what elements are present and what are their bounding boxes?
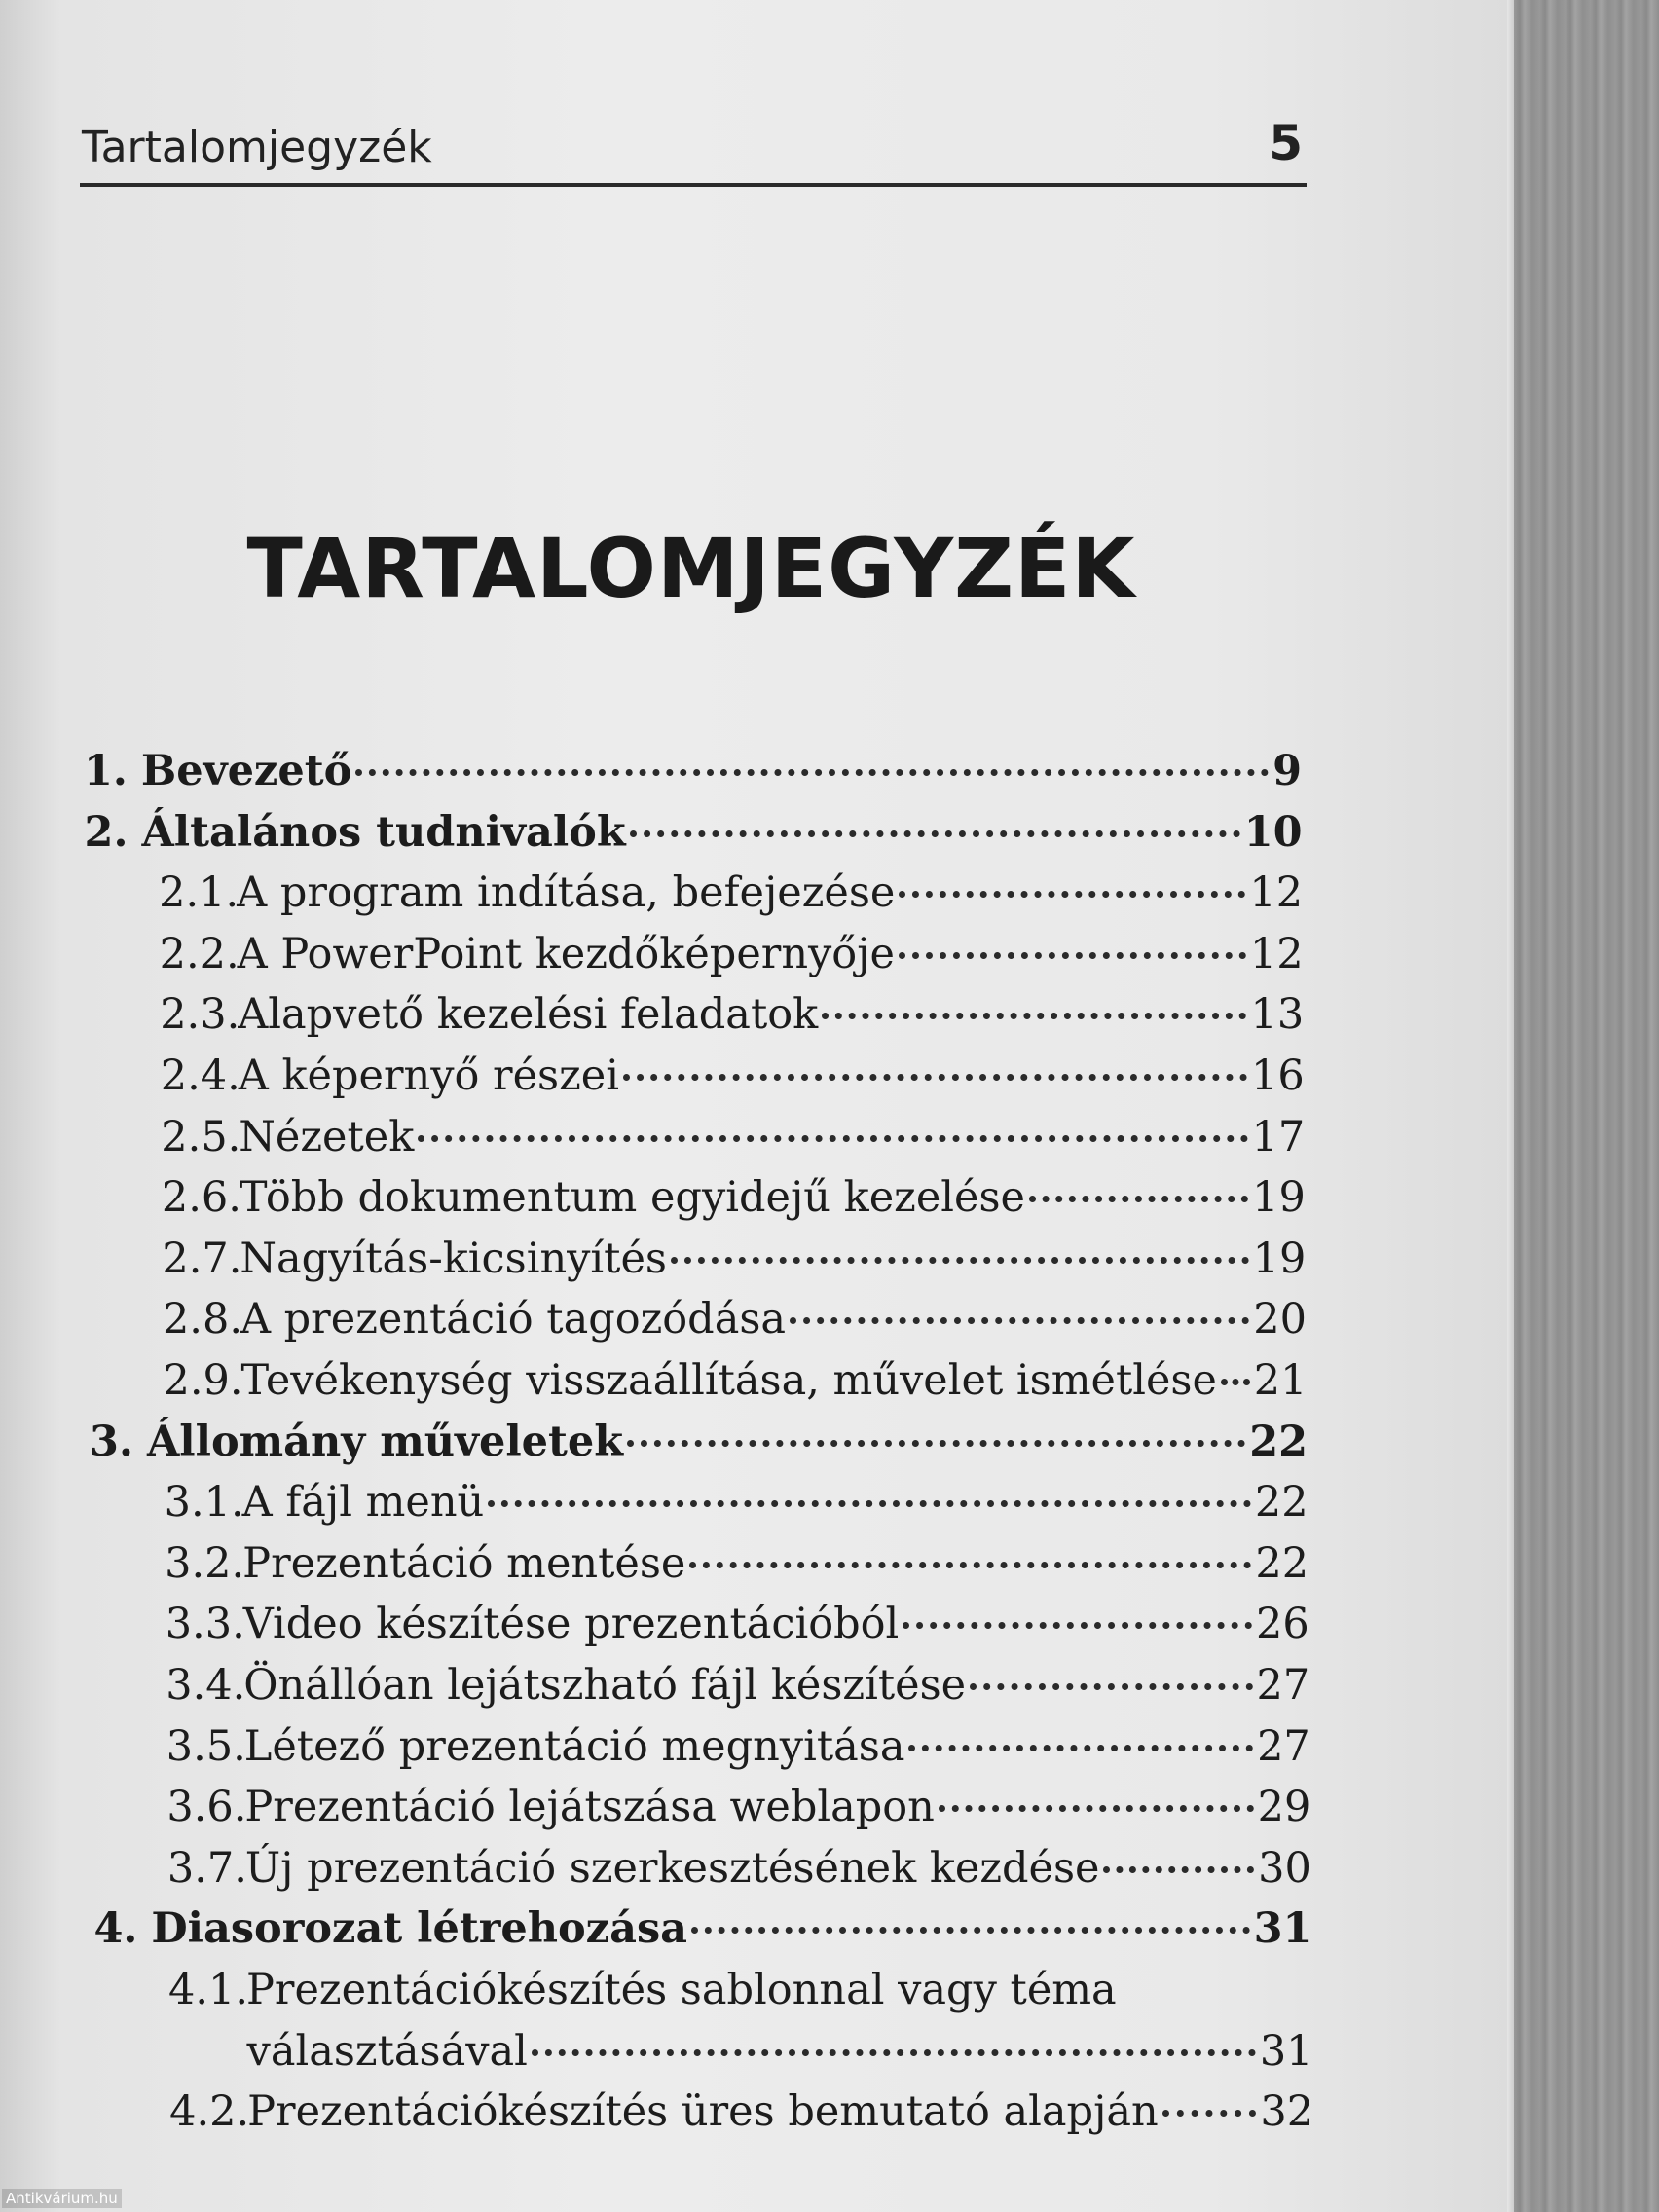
- toc-entry-number: 4.2.: [169, 2087, 250, 2137]
- toc-entry-page: 29: [1257, 1783, 1311, 1832]
- toc-entry-label-continuation: választásával: [246, 2026, 528, 2076]
- toc-entry-label: A program indítása, befejezése: [237, 868, 896, 918]
- toc-entry-page: 31: [1253, 1904, 1312, 1954]
- toc-leader-dots: [903, 1622, 1252, 1629]
- toc-entry-number: 3.7.: [166, 1843, 247, 1893]
- toc-entry: [166, 1778, 1310, 1836]
- toc-entry-page: 19: [1252, 1234, 1307, 1283]
- toc-entry: [85, 803, 1303, 862]
- toc-entry-label: Önállóan lejátszható fájl készítése: [243, 1661, 967, 1710]
- toc-entry-number: 2.8.: [162, 1295, 242, 1345]
- toc-leader-dots: [899, 891, 1245, 898]
- toc-leader-dots: [822, 1013, 1246, 1019]
- toc-entry: [161, 1108, 1305, 1166]
- toc-entry-page: 19: [1252, 1173, 1306, 1223]
- toc-entry-number: 2.: [84, 807, 129, 857]
- toc-entry: [166, 1656, 1309, 1714]
- toc-leader-dots: [691, 1927, 1250, 1934]
- toc-entry: [161, 1047, 1305, 1105]
- toc-entry-page: 31: [1259, 2026, 1313, 2076]
- toc-leader-dots: [355, 769, 1269, 776]
- toc-entry-label: Általános tudnivalók: [141, 807, 626, 857]
- toc-entry-label: Prezentációkészítés sablonnal vagy téma: [246, 1966, 1117, 2014]
- toc-entry-label: Bevezető: [140, 747, 352, 795]
- toc-entry-number: 2.1.: [159, 868, 240, 918]
- toc-leader-dots: [899, 952, 1246, 959]
- toc-entry-page: 22: [1254, 1478, 1309, 1528]
- toc-entry-page: 10: [1243, 807, 1303, 857]
- toc-entry-label: Prezentációkészítés üres bemutató alapján: [247, 2087, 1159, 2137]
- toc-entry-number: 4.: [93, 1904, 138, 1954]
- running-title: Tartalomjegyzék: [82, 123, 432, 172]
- toc-entry: [247, 2022, 1313, 2081]
- toc-entry-number: 3.4.: [166, 1661, 246, 1710]
- toc-entry-page: 26: [1255, 1600, 1309, 1649]
- toc-entry: [168, 1961, 1117, 2019]
- toc-leader-dots: [627, 1440, 1245, 1447]
- toc-entry-label: A PowerPoint kezdőképernyője: [237, 929, 895, 978]
- toc-entry-page: 16: [1251, 1051, 1305, 1100]
- toc-entry-label: Tevékenység visszaállítása, művelet ismétlése: [240, 1356, 1217, 1405]
- toc-entry: [160, 925, 1304, 983]
- toc-entry: [162, 1230, 1306, 1288]
- toc-entry-page: 20: [1253, 1295, 1307, 1345]
- toc-entry-page: 12: [1249, 868, 1304, 918]
- toc-entry-number: 3.5.: [166, 1721, 246, 1771]
- toc-entry-number: 2.6.: [161, 1173, 241, 1223]
- toc-entry-label: Létező prezentáció megnyitása: [243, 1721, 905, 1771]
- toc-entry-label: Új prezentáció szerkesztésének kezdése: [244, 1843, 1100, 1893]
- toc-entry: [159, 864, 1303, 922]
- toc-leader-dots: [689, 1562, 1251, 1568]
- toc-leader-dots: [790, 1317, 1249, 1324]
- toc-leader-dots: [630, 830, 1240, 837]
- toc-entry-number: 3.6.: [166, 1783, 247, 1832]
- toc-entry-label: A képernyő részei: [238, 1051, 619, 1100]
- toc-leader-dots: [671, 1257, 1249, 1264]
- toc-entry: [166, 1717, 1310, 1776]
- toc-leader-dots: [1103, 1866, 1254, 1873]
- toc-entry: [162, 1168, 1306, 1227]
- toc-entry: [90, 1413, 1308, 1471]
- toc-entry-page: 27: [1256, 1661, 1310, 1710]
- toc-entry: [160, 985, 1304, 1044]
- toc-entry-page: 17: [1251, 1112, 1306, 1161]
- page-title: TARTALOMJEGYZÉK: [246, 521, 1136, 616]
- page-number: 5: [1269, 115, 1303, 171]
- toc-leader-dots: [1221, 1379, 1250, 1385]
- toc-leader-dots: [418, 1135, 1247, 1142]
- toc-leader-dots: [488, 1500, 1251, 1507]
- toc-entry-number: 4.1.: [168, 1966, 249, 2014]
- toc-entry-number: 2.5.: [161, 1112, 241, 1161]
- toc-entry-label: Nagyítás-kicsinyítés: [240, 1234, 667, 1283]
- toc-entry-label: Nézetek: [239, 1112, 415, 1161]
- toc-leader-dots: [939, 1805, 1254, 1812]
- toc-entry-number: 3.3.: [165, 1600, 245, 1649]
- toc-leader-dots: [623, 1074, 1247, 1081]
- toc-entry-page: 32: [1260, 2087, 1314, 2137]
- toc-leader-dots: [532, 2049, 1256, 2056]
- watermark: Antikvárium.hu: [2, 2189, 122, 2208]
- toc-entry: [167, 1839, 1311, 1898]
- toc-entry-page: 12: [1249, 929, 1304, 978]
- toc-leader-dots: [908, 1745, 1253, 1751]
- toc-entry: [164, 1351, 1308, 1410]
- toc-entry-number: 3.: [90, 1417, 133, 1466]
- toc-entry: [93, 1899, 1311, 1958]
- toc-entry-label: Több dokumentum egyidejű kezelése: [239, 1173, 1025, 1223]
- running-header: [80, 115, 1307, 187]
- toc-entry-number: 3.2.: [165, 1538, 245, 1588]
- toc-entry-page: 22: [1249, 1417, 1309, 1466]
- toc-entry-page: 13: [1250, 990, 1305, 1040]
- toc-entry-number: 2.3.: [160, 990, 240, 1040]
- toc-leader-dots: [1162, 2110, 1257, 2117]
- book-spine-edges: [1514, 0, 1659, 2212]
- toc-entry-label: Alapvető kezelési feladatok: [238, 990, 819, 1040]
- toc-entry-number: 1.: [84, 747, 128, 795]
- toc-entry-page: 21: [1253, 1356, 1308, 1405]
- toc-entry-page: 30: [1258, 1843, 1311, 1893]
- toc-entry-number: 3.1.: [164, 1478, 244, 1528]
- toc-entry-page: 9: [1272, 747, 1302, 795]
- toc-entry-label: Állomány műveletek: [146, 1417, 624, 1466]
- toc-entry-number: 2.4.: [160, 1051, 240, 1100]
- toc-entry-label: Prezentáció mentése: [242, 1538, 686, 1588]
- toc-entry-label: Prezentáció lejátszása weblapon: [244, 1783, 935, 1832]
- toc-entry-label: A prezentáció tagozódása: [240, 1295, 787, 1345]
- toc-entry-page: 27: [1257, 1721, 1310, 1771]
- toc-entry-label: Video készítése prezentációból: [242, 1600, 900, 1649]
- toc-entry-label: A fájl menü: [241, 1478, 485, 1528]
- toc-entry-page: 22: [1255, 1538, 1309, 1588]
- toc-entry: [165, 1473, 1309, 1531]
- toc-entry-number: 2.2.: [159, 929, 240, 978]
- toc-entry-number: 2.9.: [163, 1356, 243, 1405]
- toc-entry: [84, 742, 1302, 800]
- toc-entry-label: Diasorozat létrehozása: [151, 1904, 688, 1954]
- toc-entry: [169, 2083, 1313, 2141]
- toc-leader-dots: [1029, 1196, 1248, 1202]
- toc-leader-dots: [970, 1683, 1252, 1690]
- toc-entry: [166, 1595, 1309, 1653]
- toc-entry-number: 2.7.: [162, 1234, 242, 1283]
- toc-entry: [163, 1290, 1307, 1348]
- toc-entry: [165, 1534, 1309, 1593]
